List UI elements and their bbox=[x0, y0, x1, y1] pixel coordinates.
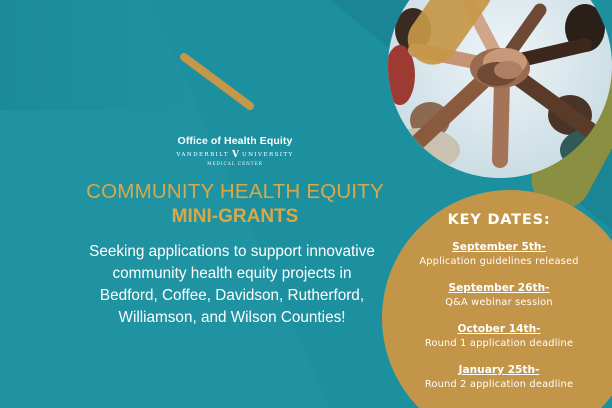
key-date-date: September 26th- bbox=[448, 282, 550, 294]
vanderbilt-v-icon: V bbox=[232, 150, 240, 160]
key-date-item bbox=[402, 282, 596, 308]
key-date-date: October 14th- bbox=[457, 323, 541, 335]
key-date-item bbox=[402, 241, 596, 267]
university-wordmark bbox=[160, 150, 310, 160]
org-name: Office of Health Equity bbox=[177, 135, 293, 147]
key-date-description: Round 1 application deadline bbox=[424, 338, 574, 349]
headline-line1: COMMUNITY HEALTH EQUITY bbox=[86, 180, 384, 203]
body-line: Seeking applications to support innovative bbox=[89, 243, 375, 260]
key-date-date: September 5th- bbox=[452, 241, 546, 253]
medical-center-label: MEDICAL CENTER bbox=[207, 161, 263, 166]
key-date-item bbox=[402, 323, 596, 349]
university-right-word: UNIVERSITY bbox=[242, 152, 294, 158]
headline-line2: MINI-GRANTS bbox=[171, 206, 299, 227]
org-logo bbox=[160, 135, 310, 166]
university-left-word: VANDERBILT bbox=[176, 152, 230, 158]
body-line: Williamson, and Wilson Counties! bbox=[118, 309, 346, 326]
key-date-description: Q&A webinar session bbox=[445, 297, 553, 308]
body-text bbox=[46, 241, 418, 329]
key-dates-title: KEY DATES: bbox=[447, 212, 551, 228]
body-line: community health equity projects in bbox=[112, 265, 352, 282]
key-date-description: Round 2 application deadline bbox=[424, 379, 574, 390]
body-line: Bedford, Coffee, Davidson, Rutherford, bbox=[99, 287, 365, 304]
key-date-description: Application guidelines released bbox=[419, 256, 579, 267]
key-date-date: January 25th- bbox=[458, 364, 540, 376]
key-date-item bbox=[402, 364, 596, 390]
